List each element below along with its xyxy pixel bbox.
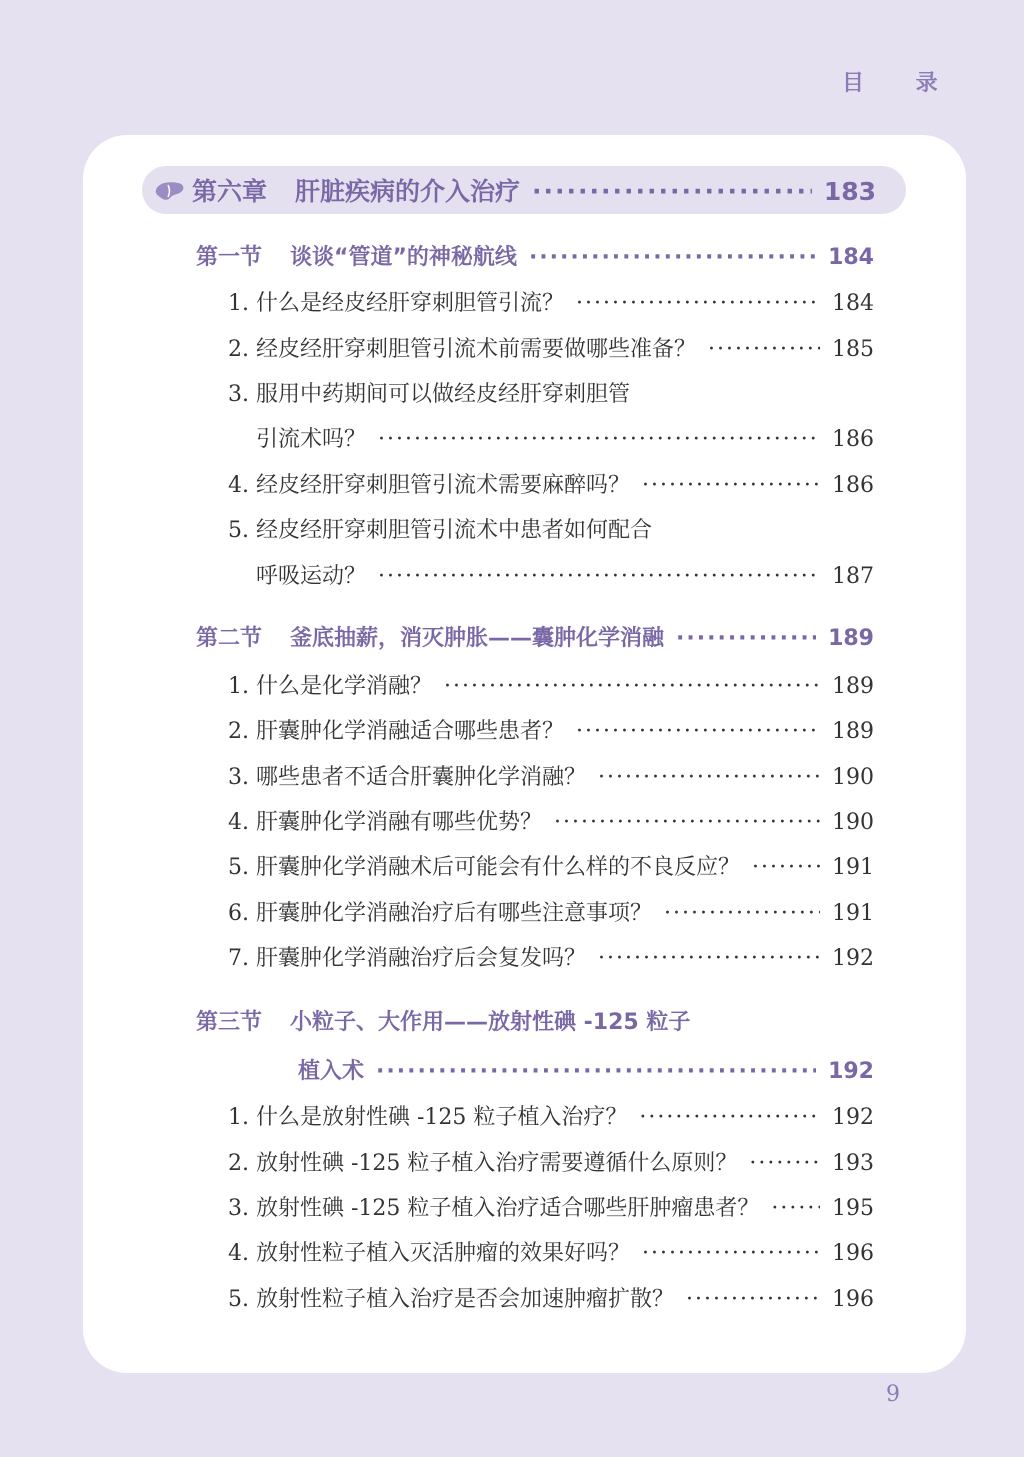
- toc-item-row[interactable]: [228, 850, 874, 881]
- leader-dots: [378, 427, 820, 452]
- leader-dots: [749, 1151, 820, 1176]
- toc-section-continuation-row[interactable]: [298, 1054, 874, 1085]
- leader-dots: [752, 855, 820, 880]
- item-page: 187: [832, 564, 874, 589]
- leader-dots: [529, 245, 816, 270]
- section-label: 第二节: [196, 626, 263, 651]
- section-page: 184: [828, 245, 874, 270]
- toc-item-row[interactable]: [228, 805, 874, 836]
- item-text: 1. 什么是化学消融？: [228, 674, 432, 699]
- item-text: 1. 什么是放射性碘 -125 粒子植入治疗？: [228, 1105, 628, 1130]
- item-page: 186: [832, 427, 874, 452]
- toc-item-row[interactable]: [228, 332, 874, 363]
- leader-dots: [771, 1196, 820, 1221]
- section-title-continuation: 植入术: [298, 1059, 365, 1084]
- section-label: 第一节: [196, 245, 263, 270]
- item-page: 191: [832, 855, 874, 880]
- item-page: 193: [832, 1151, 874, 1176]
- leader-dots: [554, 810, 820, 835]
- item-page: 195: [832, 1196, 874, 1221]
- item-text: 6. 肝囊肿化学消融治疗后有哪些注意事项？: [228, 901, 652, 926]
- leader-dots: [576, 719, 820, 744]
- item-page: 191: [832, 901, 874, 926]
- section-label: 第三节: [196, 1010, 263, 1035]
- toc-chapter-row[interactable]: [192, 172, 876, 208]
- toc-card: [83, 135, 966, 1373]
- item-text-continuation: 引流术吗？: [256, 427, 367, 452]
- item-text: 4. 肝囊肿化学消融有哪些优势？: [228, 810, 542, 835]
- item-text: 5. 肝囊肿化学消融术后可能会有什么样的不良反应？: [228, 855, 740, 880]
- toc-item-row[interactable]: [228, 1191, 874, 1222]
- item-text: 4. 经皮经肝穿刺胆管引流术需要麻醉吗？: [228, 473, 630, 498]
- toc-section-row[interactable]: [196, 240, 874, 271]
- section-title: 釜底抽薪，消灭肿胀——囊肿化学消融: [290, 626, 665, 651]
- item-page: 192: [832, 1105, 874, 1130]
- item-page: 192: [832, 946, 874, 971]
- item-page: 196: [832, 1287, 874, 1312]
- toc-item-row[interactable]: [228, 1146, 874, 1177]
- section-page: 189: [828, 626, 874, 651]
- item-page: 186: [832, 473, 874, 498]
- leader-dots: [576, 291, 820, 316]
- leader-dots: [532, 177, 812, 206]
- toc-item-continuation-row[interactable]: [256, 422, 874, 453]
- item-page: 190: [832, 765, 874, 790]
- item-text: 4. 放射性粒子植入灭活肿瘤的效果好吗？: [228, 1241, 630, 1266]
- item-page: 189: [832, 719, 874, 744]
- section-page: 192: [828, 1059, 874, 1084]
- toc-item-row[interactable]: [228, 286, 874, 317]
- item-text: 3. 哪些患者不适合肝囊肿化学消融？: [228, 765, 586, 790]
- leader-dots: [676, 626, 816, 651]
- toc-item-row[interactable]: [228, 468, 874, 499]
- item-text: 2. 放射性碘 -125 粒子植入治疗需要遵循什么原则？: [228, 1151, 738, 1176]
- item-page: 196: [832, 1241, 874, 1266]
- leader-dots: [664, 901, 820, 926]
- item-text: 1. 什么是经皮经肝穿刺胆管引流？: [228, 291, 564, 316]
- chapter-label: 第六章: [192, 177, 268, 206]
- item-text: 7. 肝囊肿化学消融治疗后会复发吗？: [228, 946, 586, 971]
- item-text-continuation: 呼吸运动？: [256, 564, 367, 589]
- leader-dots: [642, 473, 820, 498]
- toc-section-row[interactable]: [196, 621, 874, 652]
- leader-dots: [598, 946, 820, 971]
- chapter-title: 肝脏疾病的介入治疗: [295, 177, 521, 206]
- item-text: 3. 服用中药期间可以做经皮经肝穿刺胆管: [228, 382, 630, 407]
- leader-dots: [444, 674, 820, 699]
- toc-item-row[interactable]: [228, 941, 874, 972]
- item-text: 2. 经皮经肝穿刺胆管引流术前需要做哪些准备？: [228, 337, 696, 362]
- leader-dots: [598, 765, 820, 790]
- leader-dots: [686, 1287, 820, 1312]
- leader-dots: [378, 564, 820, 589]
- leader-dots: [376, 1059, 816, 1084]
- item-page: 190: [832, 810, 874, 835]
- toc-item-row[interactable]: [228, 1100, 874, 1131]
- item-text: 2. 肝囊肿化学消融适合哪些患者？: [228, 719, 564, 744]
- toc-section-row[interactable]: [196, 1005, 874, 1036]
- item-page: 189: [832, 674, 874, 699]
- toc-item-row[interactable]: [228, 760, 874, 791]
- toc-item-row[interactable]: [228, 513, 874, 544]
- toc-item-row[interactable]: [228, 714, 874, 745]
- liver-icon: [154, 180, 186, 202]
- leader-dots: [708, 337, 820, 362]
- item-text: 5. 放射性粒子植入治疗是否会加速肿瘤扩散？: [228, 1287, 674, 1312]
- item-text: 5. 经皮经肝穿刺胆管引流术中患者如何配合: [228, 518, 652, 543]
- chapter-page: 183: [823, 177, 876, 206]
- section-title: 小粒子、大作用——放射性碘 -125 粒子: [290, 1010, 691, 1035]
- toc-item-row[interactable]: [228, 1282, 874, 1313]
- leader-dots: [639, 1105, 820, 1130]
- toc-item-row[interactable]: [228, 896, 874, 927]
- item-page: 184: [832, 291, 874, 316]
- section-title: 谈谈“管道”的神秘航线: [290, 245, 517, 270]
- page-number: 9: [886, 1382, 900, 1407]
- running-header-title: 目 录: [842, 71, 960, 96]
- toc-item-continuation-row[interactable]: [256, 559, 874, 590]
- toc-item-row[interactable]: [228, 377, 874, 408]
- item-text: 3. 放射性碘 -125 粒子植入治疗适合哪些肝肿瘤患者？: [228, 1196, 760, 1221]
- toc-item-row[interactable]: [228, 1236, 874, 1267]
- item-page: 185: [832, 337, 874, 362]
- toc-item-row[interactable]: [228, 669, 874, 700]
- leader-dots: [642, 1241, 820, 1266]
